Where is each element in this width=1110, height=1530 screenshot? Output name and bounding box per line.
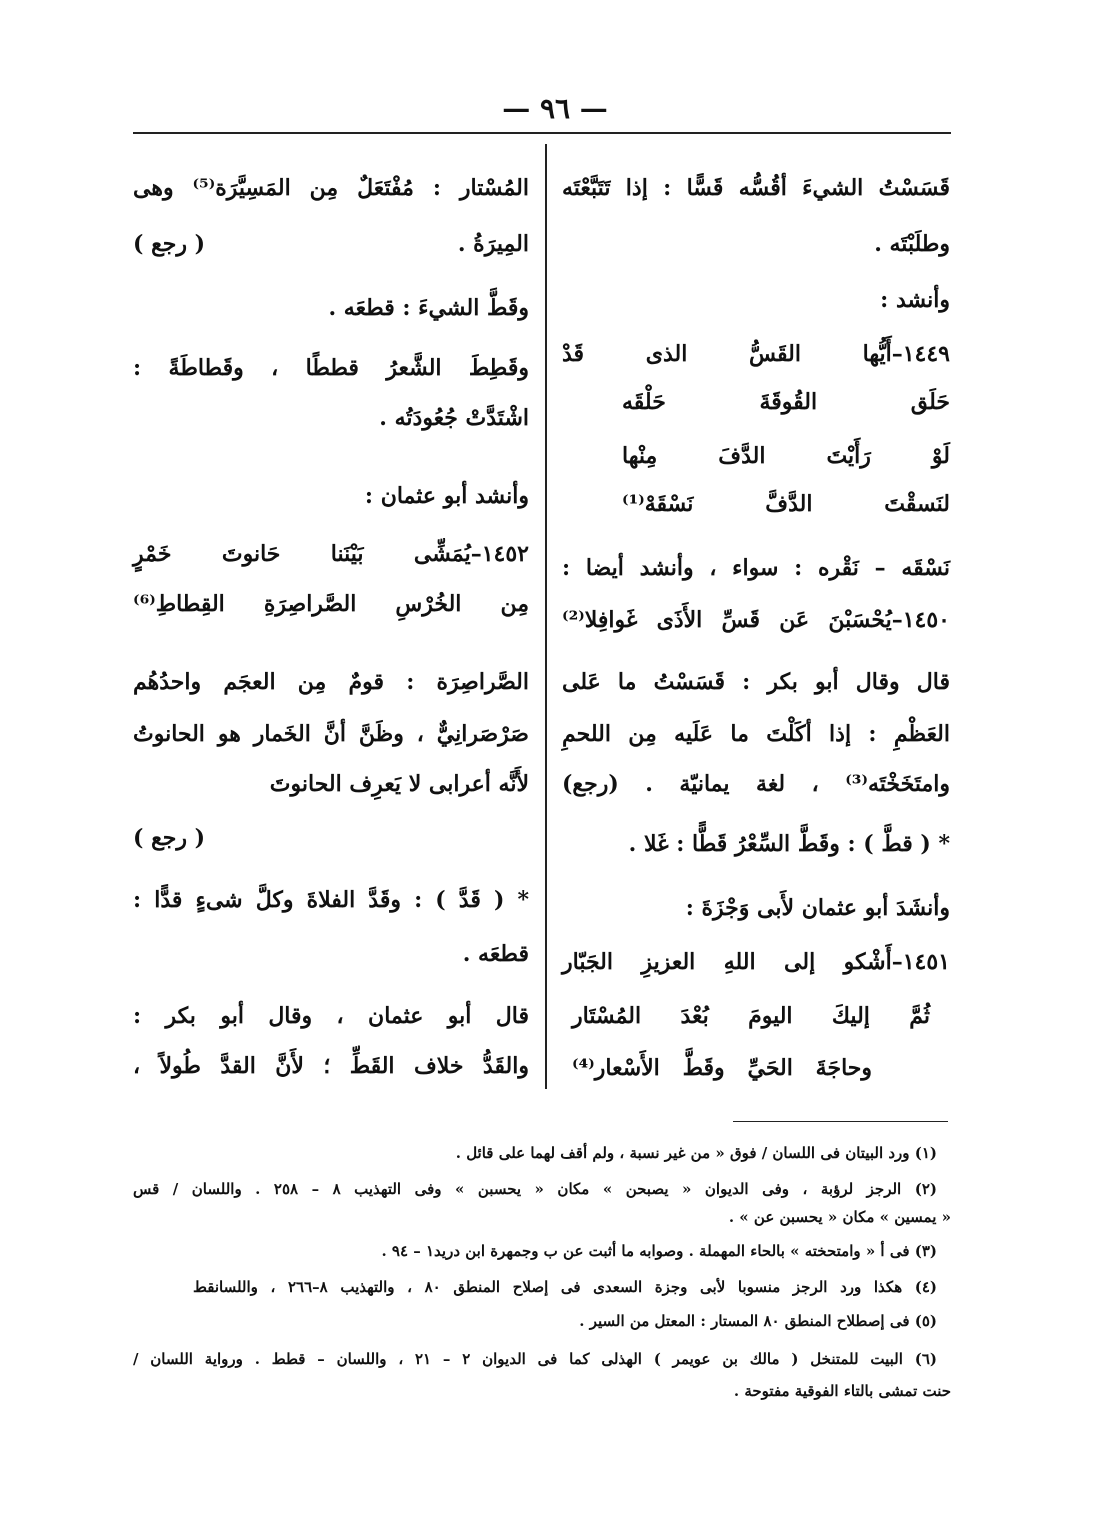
verse-line: لنَسقْتَ الدَّفَّ نَسْقَهْ⁽¹⁾	[622, 491, 950, 517]
text-line: صَرْصَرانِيٌّ ، وظَنَّ أنَّ الخَمار هو الحانوتُ	[133, 721, 529, 747]
column-divider	[545, 144, 547, 1089]
text-line: والقَدُّ خلاف القَطِّ ؛ لأَنَّ القدَّ طُولاً ،	[133, 1053, 529, 1079]
footnote: (٣) فى أ « وامتحخته » بالحاء المهملة . وصوابه ما أثبت عن ب وجمهرة ابن دريد١ – ٩٤ .	[381, 1242, 937, 1260]
verse-line: ١٤٤٩–أَيُّها القَسُّ الذى قَدْ	[562, 341, 950, 367]
page-number: — ٩٦ —	[502, 92, 608, 125]
return-tag: ( رجع )	[133, 825, 206, 851]
text-line: المِيرَةُ .	[457, 231, 529, 257]
text-line: وطلَبْتَه .	[874, 231, 950, 257]
text-line: لأَنَّه أعرابى لا يَعرِف الحانوتَ	[269, 771, 529, 797]
text-line: الصَّراصِرَة : قومٌ مِن العجَم واحدُهُم	[133, 669, 529, 695]
text-line: المُسْتار : مُفْتَعَلٌ مِن المَسِيَّرَة⁽⁵⁾ وهى	[133, 175, 529, 201]
text-line: قال أبو عثمان ، وقال أبو بكر :	[133, 1003, 529, 1029]
text-line: وقَطِطَ الشَّعرُ قططًا ، وقَطاطَةً :	[133, 355, 529, 381]
verse-line: حَلَق القُوقَةَ حَلْقَه	[622, 389, 950, 415]
footnote: (٦) البيت للمتنخل ( مالك بن عويمر ) الهذلى كما فى الديوان ٢ – ٢١ ، واللسان – قطط . ورواية اللسان /	[133, 1350, 937, 1368]
footnote: (٢) الرجز لرؤبة ، وفى الديوان « يصبحن » مكان « يحسبن » وفى التهذيب ٨ – ٢٥٨ . واللسان / قس	[133, 1180, 937, 1198]
verse-line: ١٤٥٠–يُحْسَبْنَ عَن قَسِّ الأَذَى غَوافِلا⁽²⁾	[562, 607, 950, 633]
footnote: (٤) هكذا ورد الرجز منسوبا لأبى وجزة السعدى فى إصلاح المنطق ٨٠ ، والتهذيب ٨–٢٦٦ ، واللسانقط	[193, 1278, 937, 1296]
footnote-rule	[733, 1121, 948, 1122]
text-line: قَسَسْتُ الشيءَ أقُسُّه قَسًّا : إذا تَتَبَّعْتَه	[562, 175, 950, 201]
footnote: (١) ورد البيتان فى اللسان / فوق « من غير نسبة ، ولم أقف لهما على قائل .	[455, 1144, 937, 1162]
text-line: قال وقال أبو بكر : قَسَسْتُ ما عَلى	[562, 669, 950, 695]
return-tag: ( رجع )	[133, 231, 206, 257]
text-line: نَسْقَه – نَقْره : سواء ، وأنشد أيضا :	[562, 555, 950, 581]
text-line: * ( قَدَّ ) : وقَدَّ الفلاةَ وكلَّ شىءٍ قدًّا :	[133, 887, 529, 913]
verse-line: مِن الخُرْسِ الصَّراصِرَةِ القِطاطِ⁽⁶⁾	[133, 591, 529, 617]
footnote: (٥) فى إصطلاح المنطق ٨٠ المستار : المعتل من السير .	[579, 1312, 937, 1330]
text-line: وأنشد :	[880, 287, 950, 313]
verse-line: وحاجَةَ الحَيِّ وقَطَّ الأَسْعار⁽⁴⁾	[572, 1055, 872, 1081]
footnote: « يمسين » مكان « يحسبن عن » .	[728, 1208, 951, 1226]
text-line: * ( قطَّ ) : وقَطَّ السِّعْرُ قَطًّا : غَلا .	[628, 831, 950, 857]
verse-line: ١٤٥٢–يُمَشِّى بَيْنَنا حَانوتَ خَمْرٍ	[133, 541, 529, 567]
text-line: العَظْمِ : إذا أكَلْتَ ما عَلَيه مِن اللحمِ	[562, 721, 950, 747]
text-line: قطعَه .	[462, 941, 529, 967]
footnote: حنت تمشى بالتاء الفوقية مفتوحة .	[733, 1382, 951, 1400]
text-line: اشْتَدَّتْ جُعُودَتُه .	[379, 405, 529, 431]
top-rule	[133, 132, 951, 134]
text-line: وأنشد أبو عثمان :	[364, 483, 529, 509]
text-line: وامتَخَخْتَه⁽³⁾ ، لغة يمانيّة . (رجع)	[562, 771, 950, 797]
verse-line: لَوْ رَأَيْتَ الدَّفَ مِنْها	[622, 443, 950, 469]
text-line: وقَطَّ الشيءَ : قطعَه .	[328, 295, 529, 321]
verse-line: ثُمَّ إليكَ اليومَ بُعْدَ المُسْتَار	[572, 1003, 930, 1029]
text-line: وأنشَدَ أبو عثمان لأَبى وَجْزَةَ :	[685, 895, 950, 921]
verse-line: ١٤٥١–أَشْكو إلى اللهِ العزيزِ الجَبّار	[562, 949, 950, 975]
